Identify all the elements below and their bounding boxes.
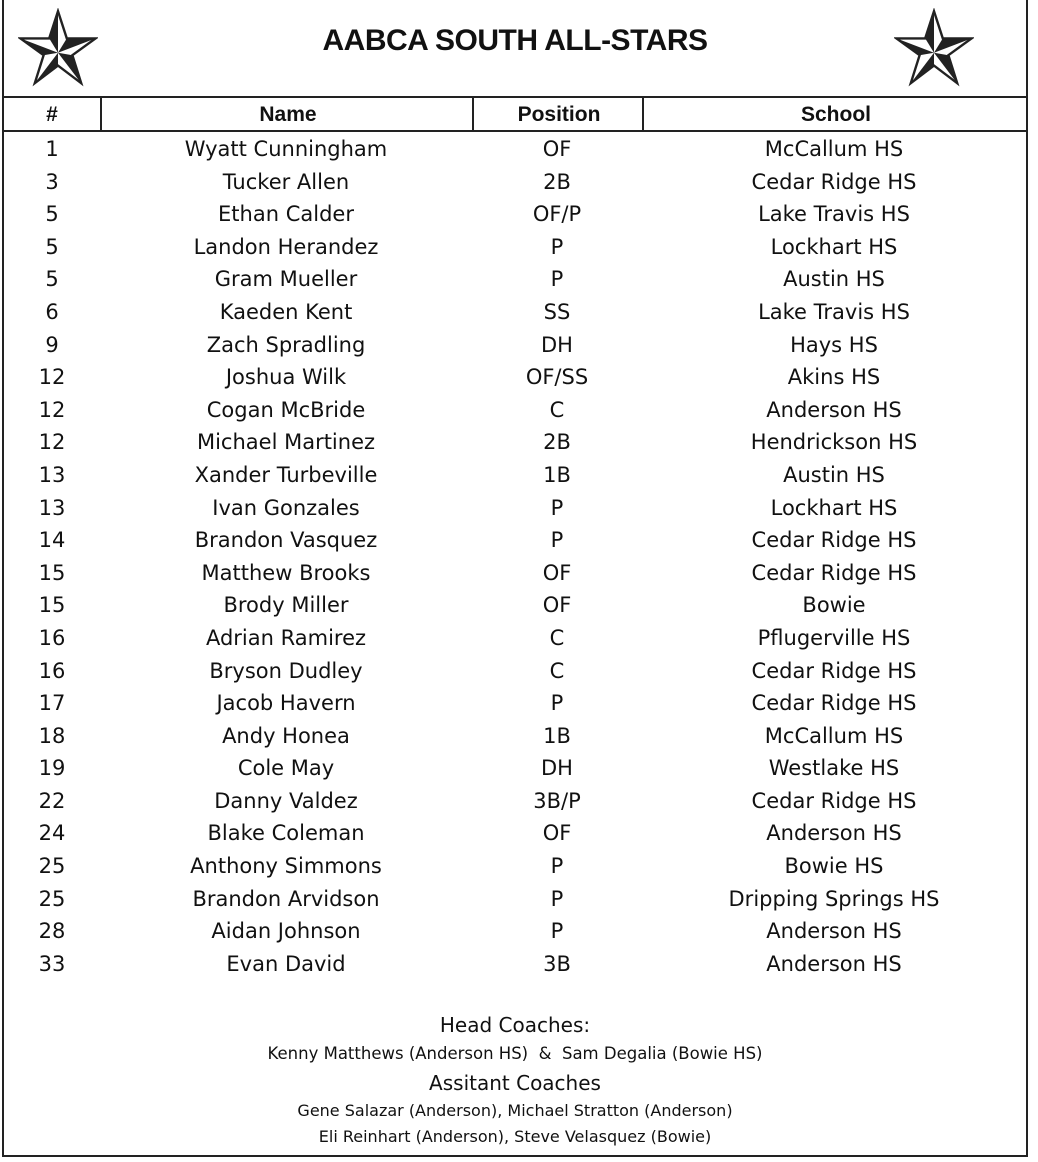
player-position: P: [550, 854, 564, 879]
player-name: Michael Martinez: [196, 430, 376, 455]
table-header: [4, 96, 1026, 132]
player-position: OF: [542, 560, 572, 585]
table-row: [4, 687, 1026, 720]
table-row: [4, 263, 1026, 296]
table-row: [4, 524, 1026, 557]
table-row: [4, 394, 1026, 427]
player-name: Tucker Allen: [222, 169, 350, 194]
player-school: Anderson HS: [766, 397, 902, 422]
player-name: Bryson Dudley: [209, 658, 363, 683]
player-number: 17: [38, 691, 66, 716]
player-name: Brody Miller: [223, 593, 349, 618]
table-row: [4, 655, 1026, 688]
player-school: Hendrickson HS: [750, 430, 918, 455]
player-number: 3: [45, 169, 59, 194]
player-table: [4, 133, 1026, 980]
roster-sheet: [2, 0, 1028, 1157]
player-number: 12: [38, 397, 66, 422]
table-row: [4, 948, 1026, 981]
player-name: Cole May: [237, 756, 335, 781]
player-school: Anderson HS: [766, 919, 902, 944]
player-name: Kaeden Kent: [219, 299, 353, 324]
table-row: [4, 557, 1026, 590]
player-position: C: [549, 658, 565, 683]
player-position: SS: [543, 299, 571, 324]
player-number: 33: [38, 951, 66, 976]
player-school: Lockhart HS: [770, 234, 898, 259]
player-position: OF/SS: [525, 365, 589, 390]
table-row: [4, 817, 1026, 850]
player-position: C: [549, 625, 565, 650]
player-name: Brandon Arvidson: [192, 886, 380, 911]
player-number: 19: [38, 756, 66, 781]
player-school: Austin HS: [783, 267, 885, 292]
column-header-school: School: [642, 98, 1028, 130]
player-name: Brandon Vasquez: [194, 528, 378, 553]
player-school: Akins HS: [787, 365, 881, 390]
player-name: Ivan Gonzales: [212, 495, 360, 520]
table-row: [4, 329, 1026, 362]
table-row: [4, 883, 1026, 916]
player-name: Xander Turbeville: [194, 462, 378, 487]
player-name: Blake Coleman: [207, 821, 365, 846]
player-number: 12: [38, 365, 66, 390]
column-header-position: Position: [472, 98, 644, 130]
player-number: 15: [38, 560, 66, 585]
player-name: Gram Mueller: [214, 267, 358, 292]
player-school: Cedar Ridge HS: [751, 658, 917, 683]
player-school: McCallum HS: [764, 723, 904, 748]
table-row: [4, 426, 1026, 459]
player-position: 1B: [543, 723, 571, 748]
title-bar: [4, 0, 1026, 96]
player-number: 5: [45, 202, 59, 227]
player-number: 25: [38, 854, 66, 879]
player-school: Cedar Ridge HS: [751, 788, 917, 813]
player-position: OF: [542, 593, 572, 618]
player-number: 13: [38, 462, 66, 487]
table-row: [4, 492, 1026, 525]
player-position: OF/P: [532, 202, 582, 227]
player-number: 6: [45, 299, 59, 324]
player-number: 18: [38, 723, 66, 748]
player-school: Westlake HS: [768, 756, 900, 781]
player-position: P: [550, 919, 564, 944]
table-row: [4, 589, 1026, 622]
player-number: 5: [45, 267, 59, 292]
player-name: Landon Herandez: [193, 234, 379, 259]
player-number: 14: [38, 528, 66, 553]
table-row: [4, 850, 1026, 883]
player-name: Adrian Ramirez: [205, 625, 367, 650]
player-school: Cedar Ridge HS: [751, 169, 917, 194]
player-position: 1B: [543, 462, 571, 487]
table-row: [4, 133, 1026, 166]
table-row: [4, 459, 1026, 492]
player-school: Austin HS: [783, 462, 885, 487]
player-name: Andy Honea: [222, 723, 350, 748]
player-name: Anthony Simmons: [190, 854, 382, 879]
player-position: DH: [541, 332, 573, 357]
player-position: P: [550, 234, 564, 259]
star-icon: [894, 8, 974, 88]
table-row: [4, 166, 1026, 199]
player-number: 13: [38, 495, 66, 520]
player-name: Ethan Calder: [218, 202, 354, 227]
player-number: 28: [38, 919, 66, 944]
player-school: Bowie HS: [784, 854, 884, 879]
player-number: 1: [45, 137, 59, 161]
player-name: Evan David: [226, 951, 346, 976]
column-header-number: #: [46, 103, 58, 126]
page-title: AABCA SOUTH ALL-STARS: [322, 24, 708, 57]
head-coaches-names: Kenny Matthews (Anderson HS) & Sam Degalia (Bowie HS): [267, 1044, 763, 1063]
table-row: [4, 296, 1026, 329]
table-row: [4, 198, 1026, 231]
player-school: Cedar Ridge HS: [751, 528, 917, 553]
player-number: 12: [38, 430, 66, 455]
player-position: P: [550, 267, 564, 292]
player-number: 5: [45, 234, 59, 259]
player-name: Matthew Brooks: [201, 560, 371, 585]
table-row: [4, 361, 1026, 394]
player-school: Dripping Springs HS: [728, 886, 940, 911]
player-school: Lake Travis HS: [758, 299, 910, 324]
player-school: Anderson HS: [766, 821, 902, 846]
player-school: Bowie: [802, 593, 866, 618]
head-coaches-title: Head Coaches:: [439, 1013, 591, 1037]
player-school: Hays HS: [790, 332, 878, 357]
coaches-section: [4, 1010, 1026, 1150]
table-row: [4, 785, 1026, 818]
player-number: 22: [38, 788, 66, 813]
assistant-coaches-line-1: Gene Salazar (Anderson), Michael Stratton (Anderson): [297, 1101, 733, 1120]
player-school: Cedar Ridge HS: [751, 560, 917, 585]
player-name: Joshua Wilk: [225, 365, 347, 390]
player-school: Anderson HS: [766, 951, 902, 976]
player-name: Cogan McBride: [206, 397, 366, 422]
player-name: Aidan Johnson: [211, 919, 361, 944]
player-school: McCallum HS: [764, 137, 904, 161]
player-position: 2B: [543, 169, 571, 194]
player-position: P: [550, 691, 564, 716]
player-number: 16: [38, 658, 66, 683]
player-position: P: [550, 886, 564, 911]
player-position: 3B: [543, 951, 571, 976]
player-position: DH: [541, 756, 573, 781]
table-row: [4, 720, 1026, 753]
table-row: [4, 752, 1026, 785]
player-school: Lockhart HS: [770, 495, 898, 520]
player-position: 2B: [543, 430, 571, 455]
player-position: P: [550, 495, 564, 520]
player-number: 9: [45, 332, 59, 357]
player-position: OF: [542, 821, 572, 846]
assistant-coaches-title: Assitant Coaches: [429, 1071, 601, 1095]
assistant-coaches-line-2: Eli Reinhart (Anderson), Steve Velasquez (Bowie): [318, 1127, 712, 1146]
player-school: Lake Travis HS: [758, 202, 910, 227]
player-number: 16: [38, 625, 66, 650]
player-number: 24: [38, 821, 66, 846]
player-position: C: [549, 397, 565, 422]
table-row: [4, 622, 1026, 655]
table-row: [4, 915, 1026, 948]
player-number: 15: [38, 593, 66, 618]
player-position: P: [550, 528, 564, 553]
player-name: Jacob Havern: [216, 691, 356, 716]
player-position: 3B/P: [533, 788, 581, 813]
column-header-name: Name: [100, 98, 474, 130]
table-row: [4, 231, 1026, 264]
player-number: 25: [38, 886, 66, 911]
player-name: Zach Spradling: [206, 332, 366, 357]
player-name: Danny Valdez: [214, 788, 358, 813]
player-school: Pflugerville HS: [757, 625, 911, 650]
player-school: Cedar Ridge HS: [751, 691, 917, 716]
player-name: Wyatt Cunningham: [184, 137, 388, 161]
player-position: OF: [542, 137, 572, 161]
